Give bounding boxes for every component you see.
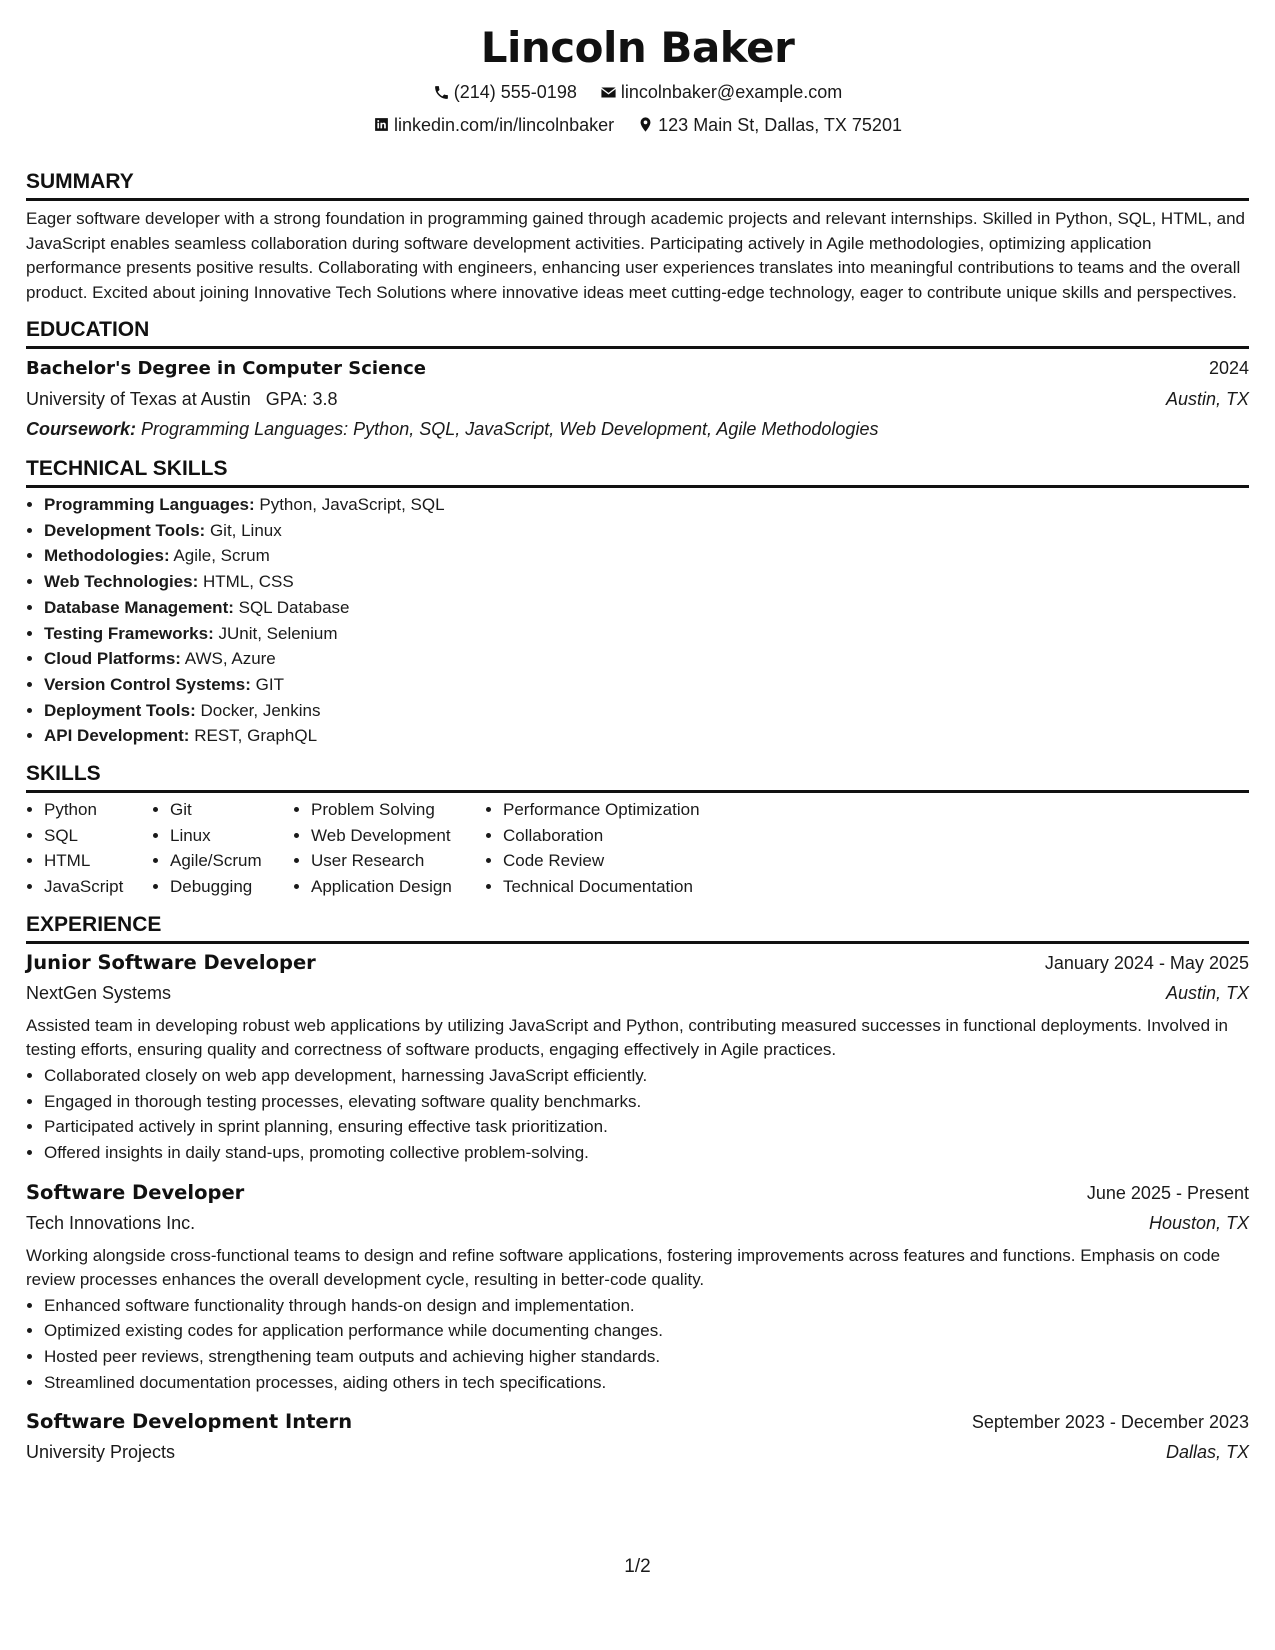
list-item: • Debugging <box>170 874 293 900</box>
skill-value: Python, JavaScript, SQL <box>259 495 445 514</box>
linkedin-link[interactable]: linkedin.com/in/lincolnbaker <box>394 114 615 135</box>
summary-text: Eager software developer with a strong foundation in programming gained through academic projects and relevant internships. Skilled in Python, SQL, HTML, and JavaScript enables seamless collaboration during software development activities. Participating actively in Agile methodologies, optimizing application performance presents positive results. Collaborating with engineers, enhancing user experiences translates into meaningful contributions to teams and the overall product. Excited about joining Innovative Tech Solutions where innovative ideas meet cutting-edge technology, eager to contribute unique skills and perspectives. <box>26 209 1246 302</box>
job-description: Working alongside cross-functional teams to design and refine software applications, fostering improvements across features and functions. Emphasis on code review processes enhances the overall development cycle, resulting in better-code quality. <box>26 1245 1221 1290</box>
skill-value: AWS, Azure <box>184 649 276 669</box>
list-item: • Performance Optimization <box>503 797 700 823</box>
contact-linkedin[interactable] <box>373 113 614 137</box>
technical-skills-list <box>26 492 1249 749</box>
skill-label: Deployment Tools: <box>44 700 196 720</box>
skill-value: HTML, CSS <box>203 572 294 592</box>
phone-text: (214) 555-0198 <box>453 82 577 102</box>
resume-header <box>26 0 1249 139</box>
list-item: • Engaged in thorough testing processes, elevating software quality benchmarks. <box>44 1089 1249 1115</box>
list-item: • Streamlined documentation processes, aiding others in tech specifications. <box>44 1370 1249 1396</box>
skill-label: Version Control Systems: <box>44 674 251 694</box>
list-item <box>44 621 1249 647</box>
skill-label: Programming Languages: <box>44 495 255 514</box>
list-item: • Git <box>170 797 293 823</box>
contact-line-1 <box>26 80 1249 107</box>
skill-value: Git, Linux <box>209 520 282 540</box>
school-location: Austin, TX <box>1165 389 1249 409</box>
contact-email[interactable] <box>600 80 842 104</box>
job-bullets <box>26 1063 1249 1166</box>
technical-skills-heading: TECHNICAL SKILLS <box>26 456 1249 488</box>
list-item <box>44 646 1249 672</box>
skills-column <box>485 797 700 900</box>
experience-heading: EXPERIENCE <box>26 912 1249 944</box>
degree-title: Bachelor's Degree in Computer Science <box>26 358 426 379</box>
coursework-text: Programming Languages: Python, SQL, JavaScript, Web Development, Agile Methodologies <box>141 419 879 439</box>
list-item <box>44 672 1249 698</box>
job-dates: January 2024 - May 2025 <box>1044 952 1249 973</box>
skill-value: Docker, Jenkins <box>200 700 321 720</box>
phone-icon <box>433 84 450 101</box>
coursework <box>26 414 1249 444</box>
company-name: Tech Innovations Inc. <box>26 1212 196 1233</box>
skill-label: API Development: <box>44 726 190 746</box>
skill-label: Database Management: <box>44 597 234 617</box>
skill-label: Testing Frameworks: <box>44 623 214 643</box>
skill-value: SQL Database <box>238 597 350 617</box>
job-location: Houston, TX <box>1148 1212 1249 1233</box>
list-item: • Collaboration <box>503 823 700 849</box>
contact-address <box>637 113 902 137</box>
experience-entry <box>26 1178 1249 1396</box>
company-name: NextGen Systems <box>26 982 172 1003</box>
job-location: Austin, TX <box>1165 982 1249 1003</box>
linkedin-icon <box>373 116 390 133</box>
skill-label: Web Technologies: <box>44 572 199 592</box>
coursework-label: Coursework: <box>26 419 137 439</box>
contact-line-2 <box>26 113 1249 140</box>
skills-column <box>26 797 152 900</box>
list-item <box>44 723 1249 749</box>
skills-grid <box>26 797 1249 900</box>
list-item: • Hosted peer reviews, strengthening team outputs and achieving higher standards. <box>44 1344 1249 1370</box>
skills-column <box>152 797 293 900</box>
skill-value: GIT <box>255 674 284 694</box>
job-title: Software Development Intern <box>26 1410 353 1434</box>
list-item <box>44 698 1249 724</box>
list-item: • SQL <box>44 823 152 849</box>
job-location: Dallas, TX <box>1165 1442 1249 1463</box>
list-item <box>44 492 1249 518</box>
skill-value: Agile, Scrum <box>173 546 270 566</box>
education-entry <box>26 353 1249 444</box>
skill-label: Development Tools: <box>44 520 206 540</box>
experience-entry <box>26 948 1249 1166</box>
education-heading: EDUCATION <box>26 317 1249 349</box>
job-dates: June 2025 - Present <box>1086 1182 1249 1203</box>
list-item: • Python <box>44 797 152 823</box>
list-item <box>44 595 1249 621</box>
graduation-year: 2024 <box>1208 358 1249 378</box>
job-title: Junior Software Developer <box>26 950 316 974</box>
list-item: • HTML <box>44 848 152 874</box>
envelope-icon <box>600 84 617 101</box>
skill-value: REST, GraphQL <box>194 726 318 746</box>
list-item: • Optimized existing codes for application performance while documenting changes. <box>44 1318 1249 1344</box>
contact-phone <box>433 80 577 104</box>
list-item: • Participated actively in sprint planning, ensuring effective task prioritization. <box>44 1114 1249 1140</box>
skills-heading: SKILLS <box>26 761 1249 793</box>
list-item: • Collaborated closely on web app development, harnessing JavaScript efficiently. <box>44 1063 1249 1089</box>
list-item: • Code Review <box>503 848 700 874</box>
page-number: 1/2 <box>624 1556 651 1577</box>
job-bullets <box>26 1293 1249 1396</box>
candidate-name: Lincoln Baker <box>480 23 795 72</box>
list-item: • User Research <box>311 848 485 874</box>
address-text: 123 Main St, Dallas, TX 75201 <box>658 114 902 135</box>
school-name: University of Texas at Austin <box>26 389 251 409</box>
list-item <box>44 569 1249 595</box>
job-description: Assisted team in developing robust web applications by utilizing JavaScript and Python, contributing measured successes in functional deployments. Involved in testing efforts, ensuring quality and correctness of software products, engaging effectively in Agile practices. <box>26 1015 1229 1060</box>
list-item <box>44 543 1249 569</box>
list-item: • Problem Solving <box>311 797 485 823</box>
list-item: • Agile/Scrum <box>170 848 293 874</box>
skills-column <box>293 797 485 900</box>
list-item: • Enhanced software functionality through hands-on design and implementation. <box>44 1293 1249 1319</box>
company-name: University Projects <box>26 1442 176 1463</box>
list-item: • Application Design <box>311 874 485 900</box>
list-item: • JavaScript <box>44 874 152 900</box>
map-marker-icon <box>637 116 654 133</box>
list-item <box>44 518 1249 544</box>
skill-value: JUnit, Selenium <box>218 623 338 643</box>
summary-heading: SUMMARY <box>26 169 1249 201</box>
list-item: • Linux <box>170 823 293 849</box>
experience-entry <box>26 1407 1249 1467</box>
job-dates: September 2023 - December 2023 <box>971 1412 1249 1433</box>
email-link[interactable]: lincolnbaker@example.com <box>620 82 843 102</box>
gpa: GPA: 3.8 <box>265 389 338 409</box>
list-item: • Web Development <box>311 823 485 849</box>
skill-label: Methodologies: <box>44 546 170 566</box>
school-line <box>26 384 338 414</box>
list-item: • Technical Documentation <box>503 874 700 900</box>
list-item: • Offered insights in daily stand-ups, promoting collective problem-solving. <box>44 1140 1249 1166</box>
skill-label: Cloud Platforms: <box>44 649 181 669</box>
job-title: Software Developer <box>26 1180 245 1204</box>
